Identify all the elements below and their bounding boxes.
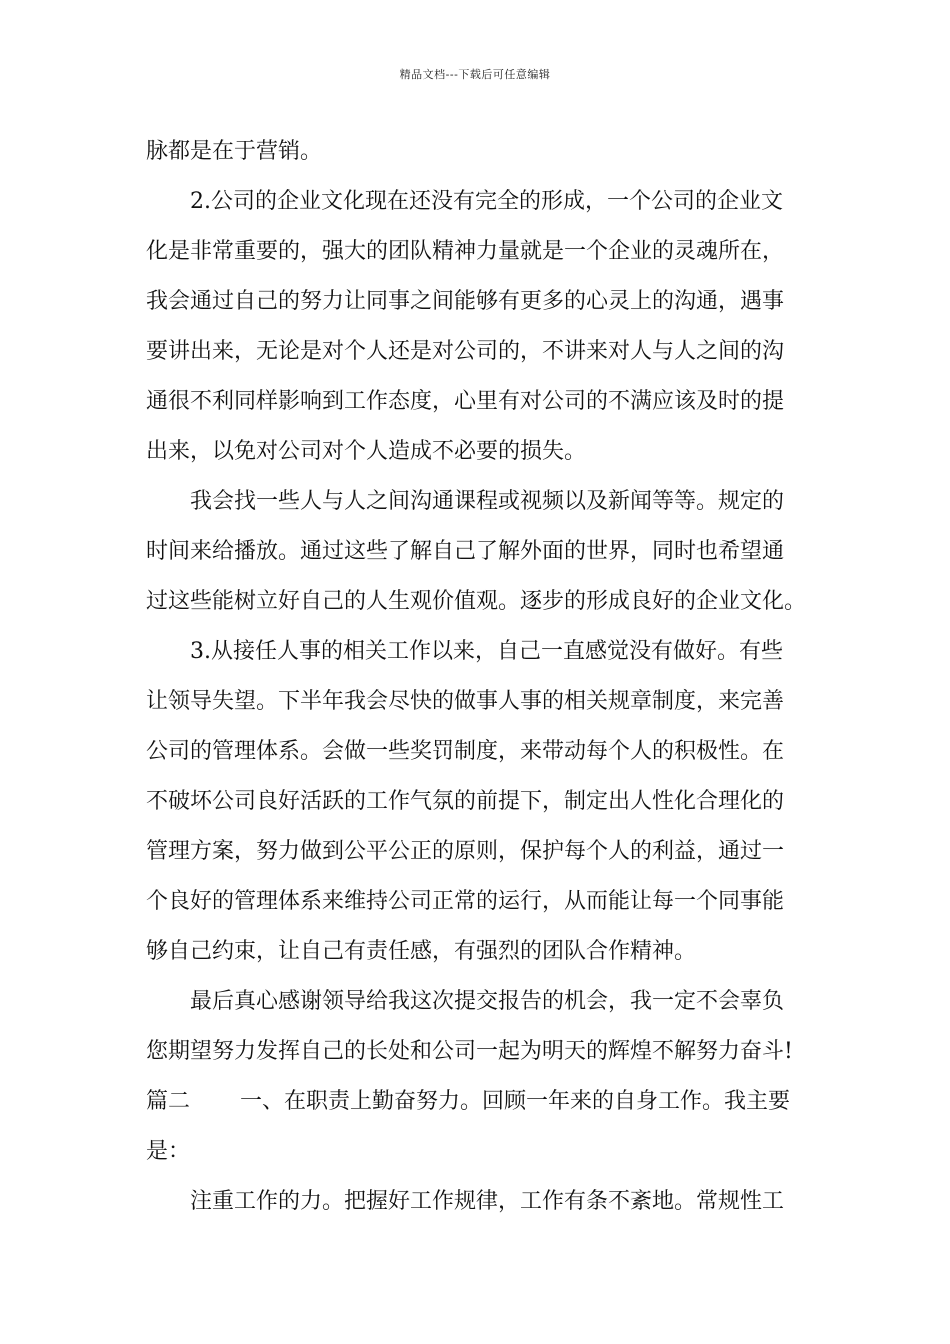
text-line: 让领导失望。下半年我会尽快的做事人事的相关规章制度，来完善 — [146, 689, 785, 714]
page-header: 精品文档---下载后可任意编辑 — [399, 68, 551, 81]
section-label: 篇二 — [146, 1089, 191, 1114]
text-line: 注重工作的力。把握好工作规律，工作有条不紊地。常规性工 — [190, 1189, 785, 1214]
text-line: 我会通过自己的努力让同事之间能够有更多的心灵上的沟通，遇事 — [146, 289, 785, 314]
text-line: 时间来给播放。通过这些了解自己了解外面的世界，同时也希望通 — [146, 539, 785, 564]
section-line — [146, 1080, 804, 1130]
section-text: 一、在职责上勤奋努力。回顾一年来的自身工作。我主要 — [240, 1089, 791, 1114]
text-line: 通很不利同样影响到工作态度，心里有对公司的不满应该及时的提 — [146, 389, 785, 414]
text-line: 出来，以免对公司对个人造成不必要的损失。 — [146, 439, 587, 464]
text-line: 管理方案，努力做到公平公正的原则，保护每个人的利益，通过一 — [146, 839, 785, 864]
text-line: 公司的管理体系。会做一些奖罚制度，来带动每个人的积极性。在 — [146, 739, 785, 764]
text-line: 最后真心感谢领导给我这次提交报告的机会，我一定不会辜负 — [190, 989, 785, 1014]
text-line: 不破坏公司良好活跃的工作气氛的前提下，制定出人性化合理化的 — [146, 789, 785, 814]
text-line: 3.从接任人事的相关工作以来，自己一直感觉没有做好。有些 — [190, 639, 783, 664]
text-line: 个良好的管理体系来维持公司正常的运行，从而能让每一个同事能 — [146, 889, 785, 914]
text-line: 是： — [146, 1139, 191, 1164]
text-line: 2.公司的企业文化现在还没有完全的形成，一个公司的企业文 — [190, 189, 783, 214]
text-line: 要讲出来，无论是对个人还是对公司的，不讲来对人与人之间的沟 — [146, 339, 785, 364]
document-body — [146, 130, 807, 1230]
text-line: 过这些能树立好自己的人生观价值观。逐步的形成良好的企业文化。 — [146, 589, 807, 614]
text-line: 您期望努力发挥自己的长处和公司一起为明天的辉煌不解努力奋斗! — [146, 1039, 793, 1064]
text-line: 化是非常重要的，强大的团队精神力量就是一个企业的灵魂所在， — [146, 239, 785, 264]
text-line: 脉都是在于营销。 — [146, 139, 323, 164]
text-line: 够自己约束，让自己有责任感，有强烈的团队合作精神。 — [146, 939, 697, 964]
text-line: 我会找一些人与人之间沟通课程或视频以及新闻等等。规定的 — [190, 489, 785, 514]
